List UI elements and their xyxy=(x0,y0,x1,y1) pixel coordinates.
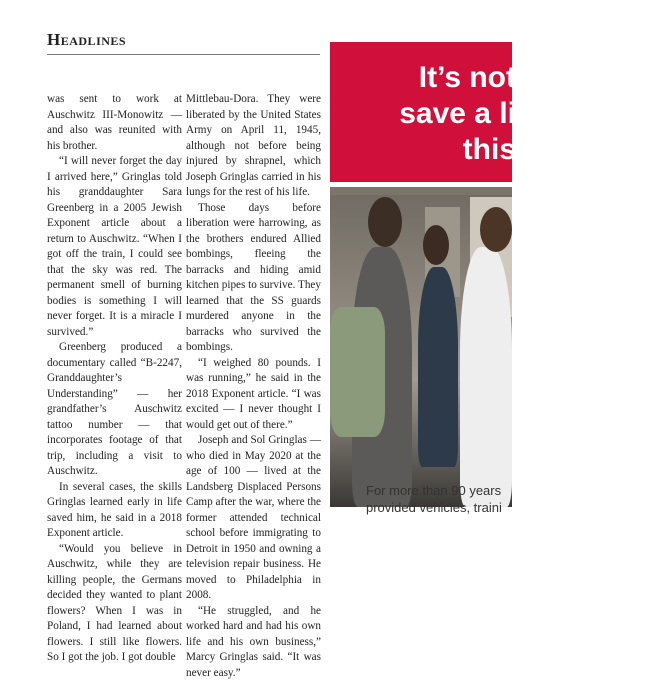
section-title: Headlines xyxy=(47,30,126,50)
article-column-1 xyxy=(47,92,182,512)
ad-body-line: For more than 90 years xyxy=(366,482,666,499)
ad-headline-line: It’s not xyxy=(216,60,516,96)
paragraph: “He struggled, and he worked hard and had his own life and his own business,” Marcy Gringlas said. “It was never easy.” xyxy=(186,604,321,681)
ad-headline-line: save a li xyxy=(216,96,516,132)
paragraph: “Would you believe in Auschwitz, while they are killing people, the Germans decided they wanted to plant flowers? When I was in Poland, I had learned about flowers. I still like flowers. So I got the job. I got double xyxy=(47,542,182,666)
advertisement xyxy=(330,42,512,512)
paragraph: Greenberg produced a documentary called “B-2247, Granddaughter’s Understanding” — her grandfather’s Auschwitz tattoo number — that incorporates footage of that trip, including a visit to Auschwitz. xyxy=(47,340,182,480)
paragraph: “I weighed 80 pounds. I was running,” he said in the 2018 Exponent article. “I was excited — I never thought I would get out of there.” xyxy=(186,356,321,434)
paragraph: was sent to work at Auschwitz III-Monowitz — and also was reunited with his brother. xyxy=(47,92,182,154)
ad-body-line: provided vehicles, traini xyxy=(366,499,666,516)
ad-photo xyxy=(330,187,512,507)
paragraph: Mittlebau-Dora. They were liberated by the United States Army on April 11, 1945, although not before being injured by shrapnel, which Joseph Gringlas carried in his lungs for the rest of his life. xyxy=(186,92,321,201)
header-rule xyxy=(47,54,320,55)
paragraph: “I will never forget the day I arrived here,” Gringlas told his granddaughter Sara Greenberg in a 2005 Jewish Exponent article about a return to Auschwitz. “When I got off the train, I could see that the sky was red. The permanent smell of burning bodies is something I will never forget. It is a miracle I survived.” xyxy=(47,154,182,340)
ad-headline-line: this xyxy=(216,132,516,168)
ad-body xyxy=(366,482,666,516)
paragraph: Those days before liberation were harrowing, as the brothers endured Allied bombings, fleeing the barracks and hiding amid kitchen pipes to survive. They learned that the SS guards murdered anyone in the barracks who survived the bombings. xyxy=(186,201,321,356)
paragraph: In several cases, the skills Gringlas learned early in life saved him, he said in a 2018 Exponent article. xyxy=(47,480,182,542)
paragraph: Joseph and Sol Gringlas — who died in May 2020 at the age of 100 — lived at the Landsberg Displaced Persons Camp after the war, where the former attended technical school before immigrating to Detroit in 1950 and owning a television repair business. He moved to Philadelphia in 2008. xyxy=(186,433,321,604)
ad-headline xyxy=(216,60,516,168)
ad-banner xyxy=(330,42,512,182)
